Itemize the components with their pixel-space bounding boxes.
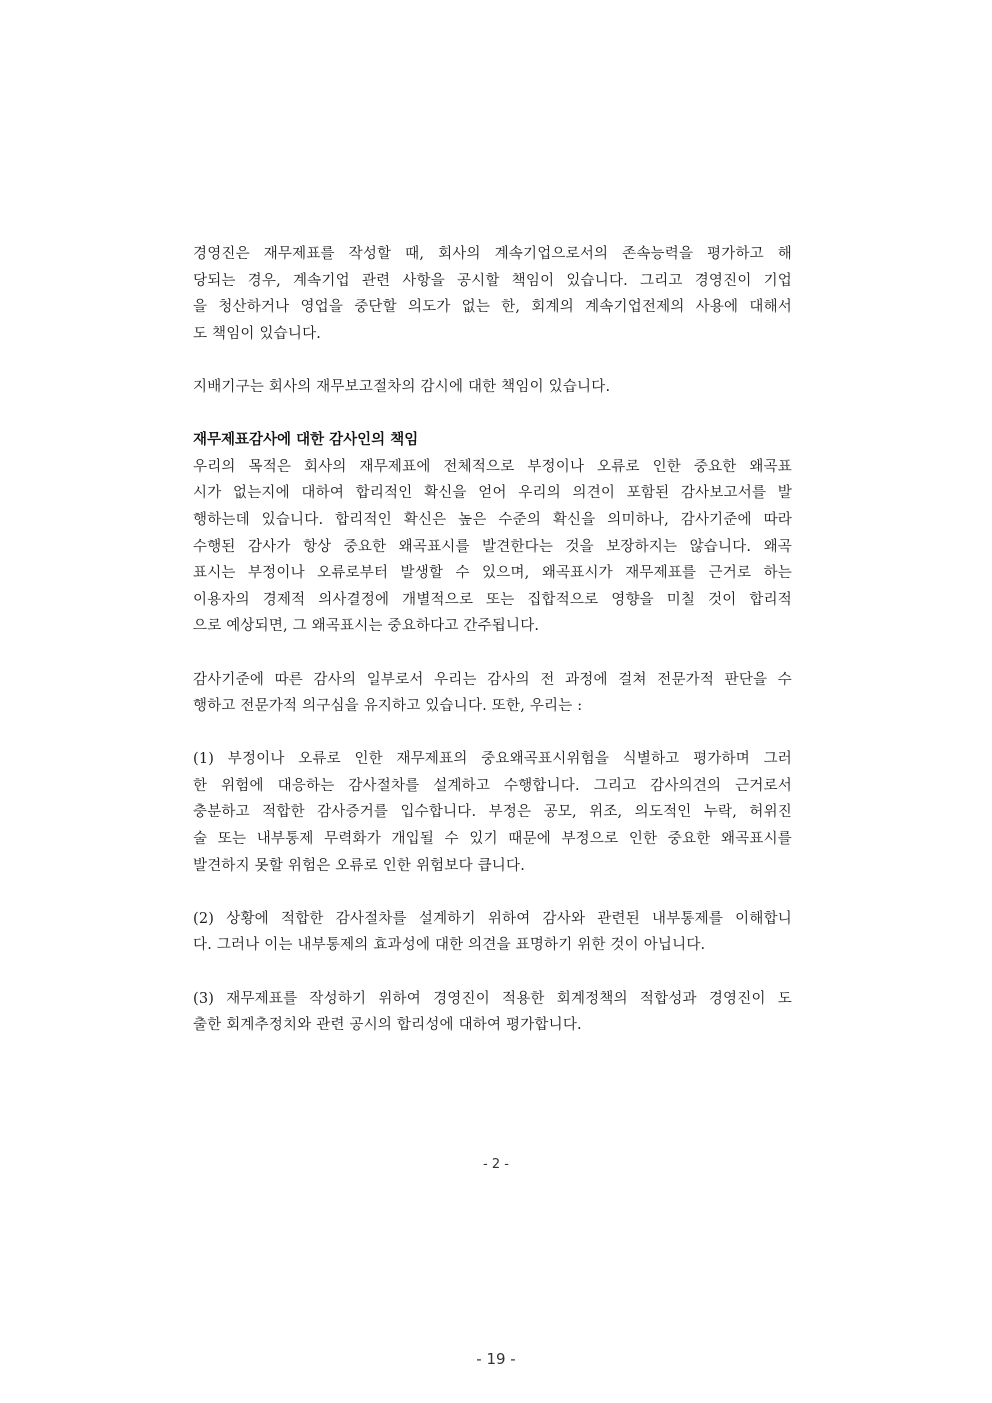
paragraph-professional-judgment xyxy=(193,667,792,720)
paragraph-gap xyxy=(193,720,792,747)
document-body xyxy=(193,241,792,1039)
text-line: 감사기준에 따른 감사의 일부로서 우리는 감사의 전 과정에 걸쳐 전문가적 판단을 수 xyxy=(193,671,792,688)
text-line: (1) 부정이나 오류로 인한 재무제표의 중요왜곡표시위험을 식별하고 평가하며 그러 xyxy=(193,751,792,768)
text-line: 술 또는 내부통제 무력화가 개입될 수 있기 때문에 부정으로 인한 중요한 왜곡표시를 xyxy=(193,831,792,848)
paragraph-gap xyxy=(193,347,792,374)
text-line: 도 책임이 있습니다. xyxy=(193,325,322,342)
text-line: 으로 예상되면, 그 왜곡표시는 중요하다고 간주됩니다. xyxy=(193,618,540,635)
text-line: 을 청산하거나 영업을 중단할 의도가 없는 한, 회계의 계속기업전제의 사용에 대해서 xyxy=(193,299,792,316)
text-line: (2) 상황에 적합한 감사절차를 설계하기 위하여 감사와 관련된 내부통제를 이해합니 xyxy=(193,910,792,927)
text-line: 당되는 경우, 계속기업 관련 사항을 공시할 책임이 있습니다. 그리고 경영진이 기업 xyxy=(193,272,792,289)
paragraph-gap xyxy=(193,959,792,986)
text-line: 한 위험에 대응하는 감사절차를 설계하고 수행합니다. 그리고 감사의견의 근거로서 xyxy=(193,777,792,794)
text-line: 수행된 감사가 항상 중요한 왜곡표시를 발견한다는 것을 보장하지는 않습니다. 왜곡 xyxy=(193,538,792,555)
paragraph-gap xyxy=(193,879,792,906)
paragraph-management-responsibility xyxy=(193,241,792,347)
paragraph-item-3 xyxy=(193,986,792,1039)
text-line: 이용자의 경제적 의사결정에 개별적으로 또는 집합적으로 영향을 미칠 것이 합리적 xyxy=(193,591,792,608)
text-line: 우리의 목적은 회사의 재무제표에 전체적으로 부정이나 오류로 인한 중요한 왜곡표 xyxy=(193,458,792,475)
text-line: 행하는데 있습니다. 합리적인 확신은 높은 수준의 확신을 의미하나, 감사기준에 따라 xyxy=(193,511,792,528)
paragraph-audit-objective xyxy=(193,454,792,640)
text-line: 경영진은 재무제표를 작성할 때, 회사의 계속기업으로서의 존속능력을 평가하고 해 xyxy=(193,246,792,262)
text-line: 행하고 전문가적 의구심을 유지하고 있습니다. 또한, 우리는 : xyxy=(193,698,583,715)
inner-page-number: - 2 - xyxy=(483,1157,509,1172)
text-line: 발견하지 못할 위험은 오류로 인한 위험보다 큽니다. xyxy=(193,857,526,874)
text-line: 시가 없는지에 대하여 합리적인 확신을 얻어 우리의 의견이 포함된 감사보고서를 발 xyxy=(193,485,792,502)
text-line: (3) 재무제표를 작성하기 위하여 경영진이 적용한 회계정책의 적합성과 경영진이 도 xyxy=(193,990,792,1007)
text-line: 다. 그러나 이는 내부통제의 효과성에 대한 의견을 표명하기 위한 것이 아닙니다. xyxy=(193,937,706,954)
paragraph-gap xyxy=(193,640,792,667)
text-line: 지배기구는 회사의 재무보고절차의 감시에 대한 책임이 있습니다. xyxy=(193,378,611,395)
paragraph-gap xyxy=(193,401,792,428)
paragraph-governance-responsibility xyxy=(193,374,792,401)
text-line: 출한 회계추정치와 관련 공시의 합리성에 대하여 평가합니다. xyxy=(193,1017,582,1034)
text-line: 표시는 부정이나 오류로부터 발생할 수 있으며, 왜곡표시가 재무제표를 근거로 하는 xyxy=(193,565,792,582)
section-heading: 재무제표감사에 대한 감사인의 책임 xyxy=(193,432,419,449)
outer-page-number: - 19 - xyxy=(476,1350,516,1368)
paragraph-item-1 xyxy=(193,746,792,879)
paragraph-item-2 xyxy=(193,906,792,959)
text-line: 충분하고 적합한 감사증거를 입수합니다. 부정은 공모, 위조, 의도적인 누락, 허위진 xyxy=(193,804,792,821)
